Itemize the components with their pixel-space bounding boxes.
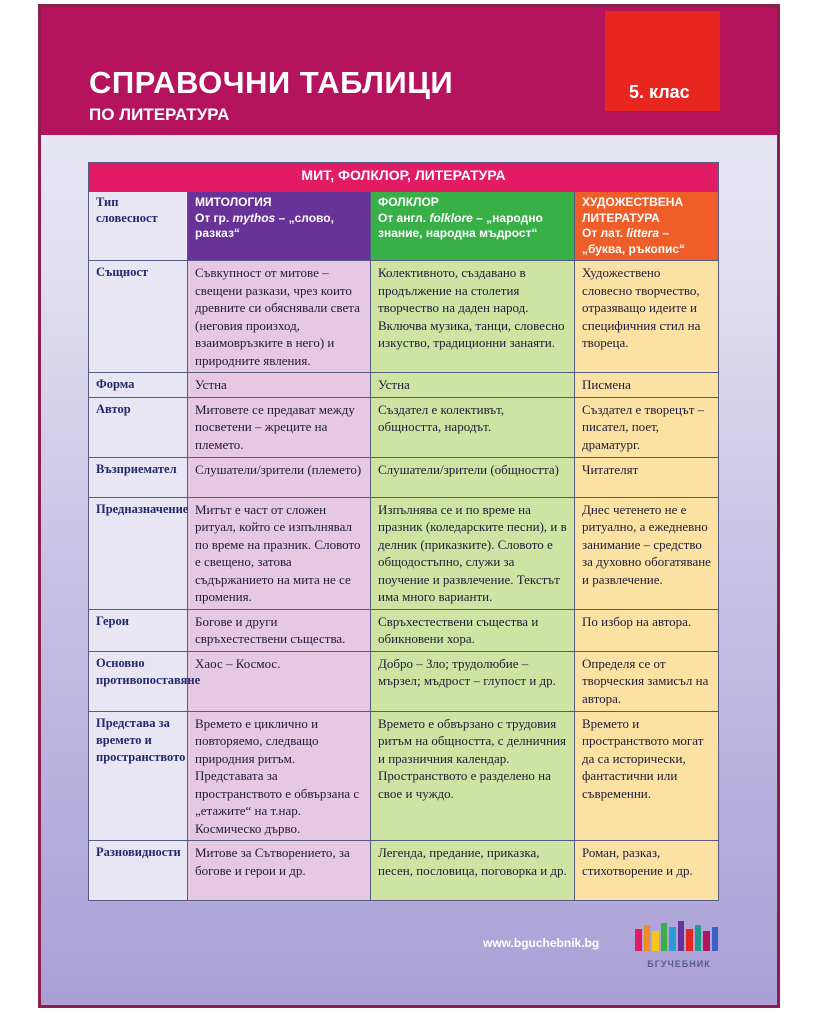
- table-cell: Митове за Сътворението, за богове и герои и др.: [188, 841, 371, 901]
- table-cell: Митът е част от сложен ритуал, който се изпълнявал по време на празник. Словото е свещено, затова съдържанието на мита не се промения.: [188, 497, 371, 609]
- table-cell: Читателят: [575, 457, 719, 497]
- table-cell: Легенда, предание, приказка, песен, пословица, поговорка и др.: [371, 841, 575, 901]
- row-label: Основно противопоставяне: [89, 651, 188, 711]
- row-label: Автор: [89, 397, 188, 457]
- page-title: СПРАВОЧНИ ТАБЛИЦИ: [89, 65, 454, 100]
- row-label: Разновидности: [89, 841, 188, 901]
- logo-book-icon: [635, 929, 642, 951]
- table-cell: Съвкупност от митове – свещени разкази, чрез които древните си обяснявали света (неговия произход, взаимовръзките в него) и природните явления.: [188, 261, 371, 373]
- logo-book-icon: [678, 921, 684, 951]
- column-header-folklore: ФОЛКЛОР От англ. folklore – „народно знание, народна мъдрост“: [371, 192, 575, 261]
- table-row: [89, 373, 719, 398]
- row-label: Представа за времето и пространството: [89, 711, 188, 841]
- table-cell: Колективното, създавано в продължение на столетия творчество на даден народ. Включва музика, танци, словесно изкуство, традиционни занаяти.: [371, 261, 575, 373]
- logo-book-icon: [644, 925, 650, 951]
- column-etymology: От англ. folklore – „народно знание, народна мъдрост“: [378, 210, 543, 240]
- table-cell: Слушатели/зрители (общността): [371, 457, 575, 497]
- logo-book-icon: [661, 923, 667, 951]
- publisher-logo: [633, 917, 725, 979]
- publisher-url: www.bguchebnik.bg: [483, 936, 600, 950]
- column-header-literature: ХУДОЖЕСТВЕНА ЛИТЕРАТУРА От лат. littera – „буква, ръкопис“: [575, 192, 719, 261]
- table-cell: Роман, разказ, стихотворение и др.: [575, 841, 719, 901]
- logo-wordmark: БГУЧЕБНИК: [647, 959, 711, 969]
- column-etymology: От лат. littera – „буква, ръкопис“: [582, 226, 686, 256]
- header-band: [41, 7, 777, 135]
- row-label: Същност: [89, 261, 188, 373]
- row-label: Форма: [89, 373, 188, 398]
- table-cell: Времето е циклично и повторяемо, следващо природния ритъм. Представата за пространството е обвързана с „етажите“ на т.нар. Космическо дърво.: [188, 711, 371, 841]
- logo-book-icon: [712, 927, 718, 951]
- logo-book-icon: [703, 931, 710, 951]
- table-cell: Времето е обвързано с трудовия ритъм на общността, с делничния и празничния календар. Пространството е разделено на свое и чуждо.: [371, 711, 575, 841]
- table-cell: Днес четенето не е ритуално, а ежедневно занимание – средство за духовно обогатяване и развлечение.: [575, 497, 719, 609]
- table-cell: Устна: [371, 373, 575, 398]
- table-cell: Богове и други свръхестествени същества.: [188, 609, 371, 651]
- table-row: [89, 457, 719, 497]
- column-header-mythology: МИТОЛОГИЯ От гр. mythos – „слово, разказ“: [188, 192, 371, 261]
- logo-book-icon: [669, 927, 676, 951]
- cover-page: [38, 4, 780, 1008]
- page-subtitle: ПО ЛИТЕРАТУРА: [89, 105, 230, 124]
- table-row: [89, 497, 719, 609]
- grade-label: 5. клас: [629, 82, 690, 102]
- table-row: [89, 261, 719, 373]
- grade-badge: [605, 11, 720, 111]
- table-caption: МИТ, ФОЛКЛОР, ЛИТЕРАТУРА: [89, 163, 719, 192]
- table-cell: Създател е колективът, общността, народът.: [371, 397, 575, 457]
- row-label: Предназначение: [89, 497, 188, 609]
- table-cell: Определя се от творческия замисъл на автора.: [575, 651, 719, 711]
- logo-book-icon: [652, 931, 659, 951]
- table-cell: Създател е творецът – писател, поет, драматург.: [575, 397, 719, 457]
- table-cell: Художествено словесно творчество, отразяващо идеите и специфичния стил на твореца.: [575, 261, 719, 373]
- row-label: Възприемател: [89, 457, 188, 497]
- table-cell: Хаос – Космос.: [188, 651, 371, 711]
- table-row: [89, 711, 719, 841]
- table-cell: Митовете се предават между посветени – жреците на племето.: [188, 397, 371, 457]
- column-etymology: От гр. mythos – „слово, разказ“: [195, 210, 334, 240]
- table-cell: Времето и пространството могат да са исторически, фантастични или съвременни.: [575, 711, 719, 841]
- logo-book-icon: [695, 925, 701, 951]
- table-cell: По избор на автора.: [575, 609, 719, 651]
- table-row: [89, 651, 719, 711]
- corner-header: Тип словесност: [89, 192, 188, 261]
- table-row: [89, 397, 719, 457]
- table-cell: Добро – Зло; трудолюбие – мързел; мъдрост – глупост и др.: [371, 651, 575, 711]
- table-cell: Слушатели/зрители (племето): [188, 457, 371, 497]
- table-cell: Устна: [188, 373, 371, 398]
- table-cell: Писмена: [575, 373, 719, 398]
- logo-book-icon: [686, 929, 693, 951]
- table-row: [89, 841, 719, 901]
- reference-table: [88, 162, 719, 901]
- row-label: Герои: [89, 609, 188, 651]
- table-row: [89, 609, 719, 651]
- table-cell: Свръхестествени същества и обикновени хора.: [371, 609, 575, 651]
- table-cell: Изпълнява се и по време на празник (коледарските песни), и в делник (приказките). Словото е общодостъпно, служи за поучение и развлечение. Текстът има много варианти.: [371, 497, 575, 609]
